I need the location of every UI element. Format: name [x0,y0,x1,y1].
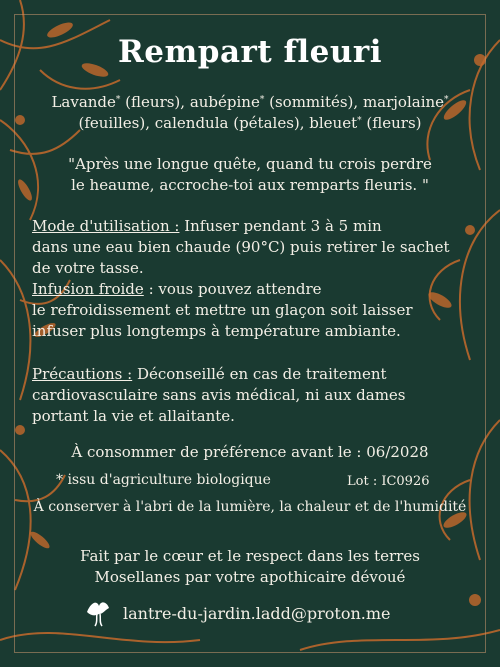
organic-star: * [444,95,449,105]
email-address[interactable]: lantre-du-jardin.ladd@proton.me [123,603,391,623]
storage-note: À conserver à l'abri de la lumière, la chaleur et de l'humidité [33,499,467,515]
precautions-label: Précautions : [32,365,133,383]
ingredients-block [0,92,500,134]
organic-star: * [259,95,265,105]
cold-infusion-label: Infusion froide [32,280,144,298]
usage-label: Mode d'utilisation : [32,217,180,235]
ingredient-text: Lavande [51,93,116,111]
organic-note: * issu d'agriculture biologique [56,472,271,488]
organic-star: * [115,95,121,105]
ingredient-text: (feuilles), calendula (pétales), bleuet [78,114,358,132]
precautions-text: Déconseillé en cas de traitement [132,365,387,383]
ingredient-text: (fleurs), aubépine [120,93,260,111]
contact-row [85,596,391,630]
quote-block [0,154,500,196]
product-title: Rempart fleuri [118,34,382,70]
best-before: À consommer de préférence avant le : 06/2028 [71,443,429,461]
ingredient-text: (fleurs) [361,114,422,132]
lot-number: Lot : IC0926 [347,474,430,489]
usage-text: Infuser pendant 3 à 5 min [179,217,382,235]
quote-line: le heaume, accroche-toi aux remparts fleuris. " [71,176,429,194]
made-by-block [0,546,500,588]
usage-text: dans une eau bien chaude (90°C) puis retirer le sachet [32,238,450,256]
organic-star: * [357,116,362,126]
precautions-text: portant la vie et allaitante. [32,407,235,425]
made-by-line: Fait par le cœur et le respect dans les terres [80,547,420,565]
usage-text: de votre tasse. [32,259,144,277]
usage-block [32,216,482,342]
ingredients-line-2 [0,113,500,134]
quote-line: "Après une longue quête, quand tu crois perdre [68,155,432,173]
cold-infusion-text: infuser plus longtemps à température ambiante. [32,322,401,340]
cold-infusion-text: : vous pouvez attendre [143,280,322,298]
precautions-block [32,364,482,427]
ingredient-text: (sommités), marjolaine [264,93,445,111]
cold-infusion-text: le refroidissement et mettre un glaçon soit laisser [32,301,413,319]
bird-logo-icon [85,598,111,628]
precautions-text: cardiovasculaire sans avis médical, ni aux dames [32,386,406,404]
ingredients-line-1 [0,92,500,113]
made-by-line: Mosellanes par votre apothicaire dévoué [94,568,406,586]
